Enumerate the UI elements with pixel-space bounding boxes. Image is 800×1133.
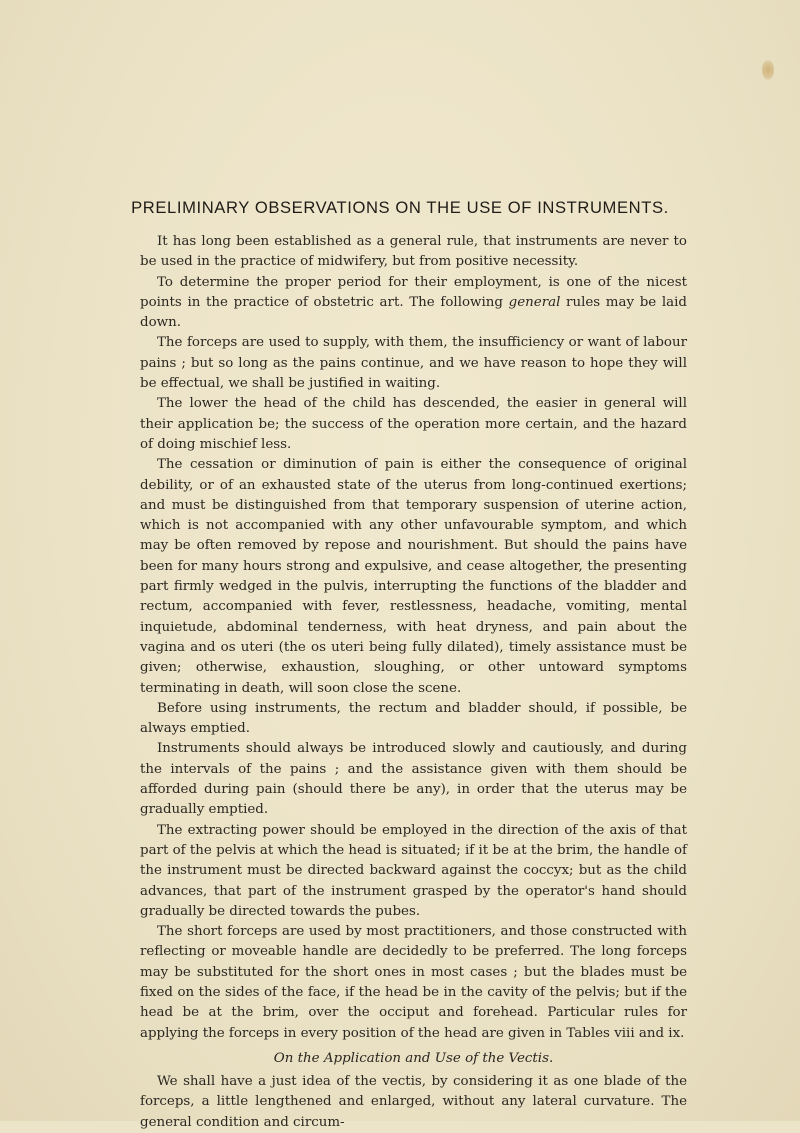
paragraph-period-text: To determine the proper period for their employment, is one of the nicest points in the practice of obstetric art. The following xyxy=(140,274,687,310)
paragraph-forceps-use: The forceps are used to supply, with them, the insufficiency or want of labour pains ; but so long as the pains continue, and we have reason to hope they will be effectual, we shall be justified in waiting. xyxy=(140,335,687,392)
body-text xyxy=(140,232,687,1133)
paper-stain xyxy=(762,60,774,80)
paragraph-period-emphasis: general xyxy=(508,294,561,310)
subheading-vectis: On the Application and Use of the Vectis. xyxy=(273,1050,554,1066)
paragraph-period-end: rules may be laid down. xyxy=(140,294,688,331)
paragraph-period xyxy=(140,273,687,334)
paragraph-cessation-of-pain: The cessation or diminution of pain is either the consequence of original debility, or of an exhausted state of the uterus from long-continued exertions; and must be distinguished from that temporary suspension of uterine action, which is not accompanied with any other unfavourable symptom, and which may be often removed by repose and nourishment. But should the pains have been for many hours strong and expulsive, and cease altogether, the presenting part firmly wedged in the pulvis, interrupting the functions of the bladder and rectum, accompanied with fever, restlessness, headache, vomiting, mental inquietude, abdominal tenderness, with heat dryness, and pain about the vagina and os uteri (the os uteri being fully dilated), timely assistance must be given; otherwise, exhaustion, sloughing, or other untoward symptoms terminating in death, will soon close the scene. xyxy=(140,457,687,696)
paragraph-short-forceps: The short forceps are used by most practitioners, and those constructed with reflecting or moveable handle are decidedly to be preferred. The long forceps may be substituted for the short ones in most cases ; but the blades must be fixed on the sides of the face, if the head be in the cavity of the pelvis; but if the head be at the brim, over the occiput and forehead. Particular rules for applying the forceps in every position of the head are given in Tables viii and ix. xyxy=(140,924,687,1041)
paragraph-rule: It has long been established as a general rule, that instruments are never to be used in the practice of midwifery, but from positive necessity. xyxy=(140,234,687,270)
paragraph-vectis: We shall have a just idea of the vectis, by considering it as one blade of the forceps, a little lengthened and enlarged, without any lateral curvature. The general condition and circum- xyxy=(140,1074,687,1130)
paragraph-head-descent: The lower the head of the child has descended, the easier in general will their application be; the success of the operation more certain, and the hazard of doing mischief less. xyxy=(140,396,687,452)
paragraph-extracting-power: The extracting power should be employed in the direction of the axis of that part of the pelvis at which the head is situated; if it be at the brim, the handle of the instrument must be directed backward against the coccyx; but as the child advances, that part of the instrument grasped by the operator's hand should gradually be directed towards the pubes. xyxy=(140,822,687,919)
paragraph-introduction: Instruments should always be introduced slowly and cautiously, and during the intervals of the pains ; and the assistance given with them should be afforded during pain (should there be any), in order that the uterus may be gradually emptied. xyxy=(140,741,687,818)
paragraph-emptying: Before using instruments, the rectum and bladder should, if possible, be always emptied. xyxy=(140,700,687,737)
page-heading: PRELIMINARY OBSERVATIONS ON THE USE OF INSTRUMENTS. xyxy=(131,198,669,217)
